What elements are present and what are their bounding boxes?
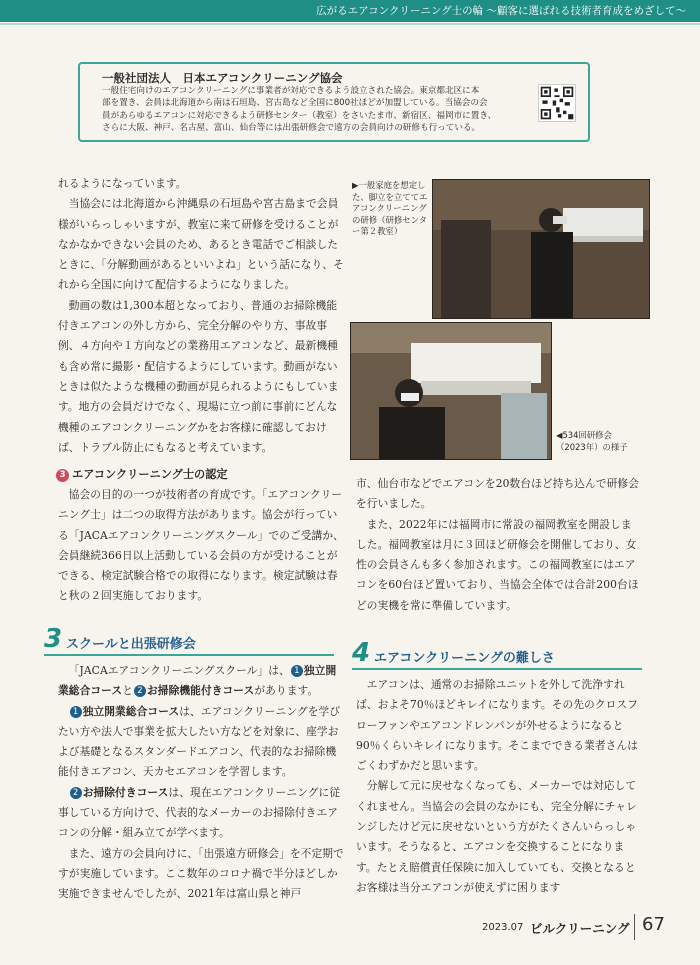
paragraph: 協会の目的の一つが技術者の育成です。「エアコンクリーニング士」は二つの取得方法があります。協会が行っている「JACAエアコンクリーニングスクール」でのご受講か、会員継続366日以上活動している会員の方が受けることができる、検定試験合格での取得になります。検定試験は春と秋の２回実施しております。 [58,488,344,603]
paragraph: エアコンは、通常のお掃除ユニットを外して洗浄すれば、およそ70％ほどキレイになります。その先のクロスフローファンやエアコンドレンパンが外せるようになると90％くらいキレイになります。そこまでできる業者さんはごくわずかだと思います。 [356,678,638,773]
paragraph: また、遠方の会員向けに、「出張遠方研修会」を不定期ですが実施しています。ここ数年のコロナ禍で半分ほどしか実施できませんでしたが、2021年は富山県と神戸 [58,846,344,901]
paragraph: 2 お掃除付きコースは、現在エアコンクリーニングに従事している方向けで、代表的なメーカーのお掃除付きエアコンの分解・組み立てが学べます。 [58,785,341,840]
running-title: 広がるエアコンクリーニング士の輪 〜顧客に選ばれる技術者育成をめざして〜 [316,5,686,17]
photo-illustration [351,323,551,459]
footer-divider [634,914,635,940]
infobox-line: さらに大阪、神戸、名古屋、富山、仙台等には出張研修会で遠方の会員向けの研修も行っている。 [102,123,481,134]
left-column-bottom [58,661,346,905]
course-number-badge: 1 [70,706,82,718]
issue-date: 2023.07 [482,922,524,933]
section-number: 3 [44,624,63,654]
section-title: エアコンクリーニングの難しさ [374,651,555,666]
infobox-line: 一般住宅向けのエアコンクリーニングに事業者が対応できるよう設立された協会。東京都北区に本 [102,86,480,96]
course-number-badge: 2 [70,787,82,799]
section-number: 4 [352,638,371,668]
paragraph: 当協会には北海道から沖縄県の石垣島や宮古島まで会員様がいらっしゃいますが、教室に来て研修を受けることがなかなかできない会員のため、あるとき電話でご相談したときに、「分解動画があるといいよね」という話になり、それから全国に向けて配信するようになりました。 [58,197,344,292]
left-column-middle [58,485,346,607]
course-number-badge: 2 [134,685,146,697]
paragraph: 動画の数は1,300本超となっており、普通のお掃除機能付きエアコンの外し方から、完全分解のやり方、事故事例、４方向や１方向などの業務用エアコンなど、最新機種も含め常に撮影・配信するようにしています。動画がないときは似たような機種の動画が見られるようにもしています。地方の会員だけでなく、現場に立つ前に事前にどんな機種のエアコンクリーニングかをお客様に確認しておけば、トラブル防止にもなると考えています。 [58,298,339,454]
training-photo-2 [350,322,552,460]
photo-caption: ▶一般家庭を想定した、脚立を立ててエアコンクリーニングの研修（研修センター第２教室） [352,180,428,236]
subsection-number: 3 [56,469,69,482]
right-column-bottom [356,675,640,898]
page-number: 67 [642,914,665,935]
right-column-top [356,474,640,616]
course-number-badge: 1 [291,665,303,677]
magazine-name: ビルクリーニング [530,921,630,936]
infobox-line: 員があらゆるエアコンに対応できるよう研修センター（教室）をさいたま市、新宿区、福岡市に置き、 [102,110,497,121]
paragraph: また、2022年には福岡市に常設の福岡教室を開設しました。福岡教室は月に３回ほど研修会を開催しており、女性の会員さんも多く参加されます。この福岡教室にはエアコンを60台ほど置いており、当協会全体では合計200台ほどの実機を常に準備しています。 [356,517,639,612]
association-infobox [78,62,590,142]
infobox-title: 一般社団法人 日本エアコンクリーニング協会 [102,71,343,85]
training-photo-1 [432,179,650,319]
paragraph: 「JACAエアコンクリーニングスクール」は、 1 独立開業総合コースと 2 お掃除機能付きコースがあります。 [58,664,337,698]
subsection-title: エアコンクリーニング士の認定 [72,468,228,481]
subsection-heading [56,466,228,482]
section-rule [352,668,642,670]
header-rule [0,23,700,25]
paragraph: 市、仙台市などでエアコンを20数台ほど持ち込んで研修会を行いました。 [356,477,639,511]
left-column-top [58,174,346,458]
photo-illustration [433,180,649,318]
infobox-body [102,85,520,135]
section-title: スクールと出張研修会 [66,637,196,652]
paragraph: れるようになっています。 [58,177,187,190]
section-rule [44,654,334,656]
paragraph: 1 独立開業総合コースは、エアコンクリーニングを学びたい方や法人で事業を拡大したい方などを対象に、座学および基礎となるスタンダードエアコン、代表的なお掃除機能付きエアコン、天カセエアコンを学習します。 [58,704,341,779]
paragraph: 分解して元に戻せなくなっても、メーカーでは対応してくれません。当協会の会員のなかにも、完全分解にチャレンジしたけど元に戻せないという方がたくさんいらっしゃいます。そうなると、エアコンを交換することになります。たとえ賠償責任保険に加入していても、交換となるとお客様は当分エアコンが使えずに困ります [356,779,637,894]
photo-caption: ◀534回研修会（2023年）の様子 [556,430,628,452]
infobox-line: 部を置き、会員は北海道から南は石垣島、宮古島など全国に800社ほどが加盟している。当協会の会 [102,98,488,109]
qr-code-icon[interactable] [538,84,576,122]
